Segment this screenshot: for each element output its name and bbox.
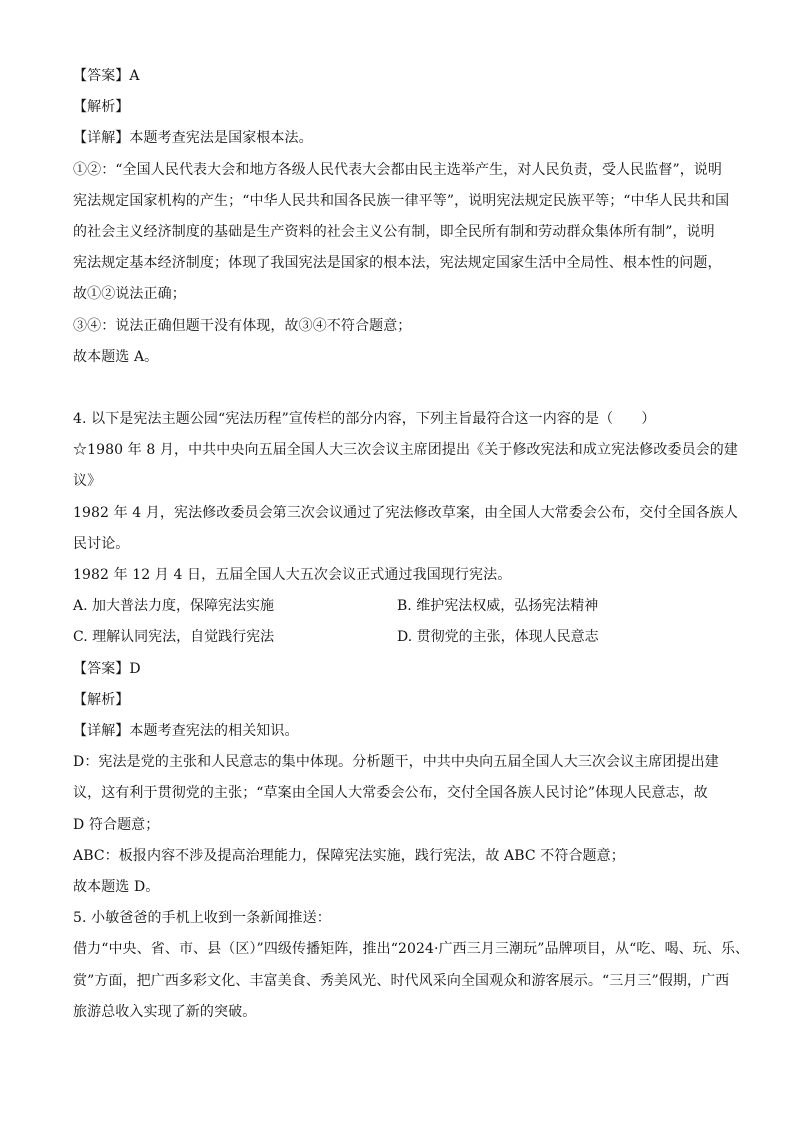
q5-line-1: 借力“中央、省、市、县（区）”四级传播矩阵，推出“2024·广西三月三潮玩”品牌项目，从“吃、喝、玩、乐、 — [73, 941, 750, 957]
q4-answer: 【答案】D — [73, 661, 141, 677]
q4-material-4: 民讨论。 — [73, 536, 130, 552]
q4-detail: 【详解】本题考查宪法的相关知识。 — [73, 723, 299, 739]
q4-line-1: D：宪法是党的主张和人民意志的集中体现。分析题干，中共中央向五届全国人大三次会议主席团提出建 — [73, 754, 719, 770]
q5-line-3: 旅游总收入实现了新的突破。 — [73, 1004, 257, 1020]
q3-line-4: 宪法规定基本经济制度；体现了我国宪法是国家的根本法，宪法规定国家生活中全局性、根本性的问题， — [73, 255, 722, 271]
q4-line-2: 议，这有利于贯彻党的主张；“草案由全国人大常委会公布，交付全国各族人民讨论”体现人民意志，故 — [73, 785, 708, 801]
q4-line-3: D 符合题意； — [73, 817, 160, 833]
q4-line-4: ABC：板报内容不涉及提高治理能力，保障宪法实施，践行宪法，故 ABC 不符合题意； — [73, 848, 625, 864]
q4-line-5: 故本题选 D。 — [73, 879, 160, 895]
q4-material-1: ☆1980 年 8 月，中共中央向五届全国人大三次会议主席团提出《关于修改宪法和成立宪法修改委员会的建 — [73, 442, 738, 458]
q4-option-d: D. 贯彻党的主张，体现人民意志 — [397, 629, 599, 645]
q3-line-7: 故本题选 A。 — [73, 349, 159, 365]
q4-material-5: 1982 年 12 月 4 日，五届全国人大五次会议正式通过我国现行宪法。 — [73, 567, 512, 583]
q3-answer: 【答案】A — [73, 68, 140, 84]
q3-line-6: ③④：说法正确但题干没有体现，故③④不符合题意； — [73, 318, 412, 334]
q4-analysis-label: 【解析】 — [73, 692, 130, 708]
q4-option-a: A. 加大普法力度，保障宪法实施 — [73, 598, 275, 614]
q3-line-3: 的社会主义经济制度的基础是生产资料的社会主义公有制，即全民所有制和劳动群众集体所有制”，说明 — [73, 224, 715, 240]
q4-option-b: B. 维护宪法权威，弘扬宪法精神 — [397, 598, 599, 614]
q4-option-c: C. 理解认同宪法，自觉践行宪法 — [73, 629, 275, 645]
q3-line-1: ①②：“全国人民代表大会和地方各级人民代表大会都由民主选举产生，对人民负责，受人民监督”，说明 — [73, 162, 723, 178]
q3-analysis-label: 【解析】 — [73, 99, 130, 115]
q4-material-3: 1982 年 4 月，宪法修改委员会第三次会议通过了宪法修改草案，由全国人大常委会公布，交付全国各族人 — [73, 505, 738, 521]
q4-stem: 4. 以下是宪法主题公园“宪法历程”宣传栏的部分内容，下列主旨最符合这一内容的是（ ） — [73, 411, 656, 427]
q5-stem: 5. 小敏爸爸的手机上收到一条新闻推送： — [73, 910, 331, 926]
q5-line-2: 赏”方面，把广西多彩文化、丰富美食、秀美风光、时代风采向全国观众和游客展示。“三月三”假期，广西 — [73, 973, 730, 989]
q3-line-2: 宪法规定国家机构的产生；“中华人民共和国各民族一律平等”，说明宪法规定民族平等；“中华人民共和国 — [73, 193, 730, 209]
q3-detail: 【详解】本题考查宪法是国家根本法。 — [73, 130, 313, 146]
q4-material-2: 议》 — [73, 473, 102, 489]
q3-line-5: 故①②说法正确； — [73, 286, 186, 302]
